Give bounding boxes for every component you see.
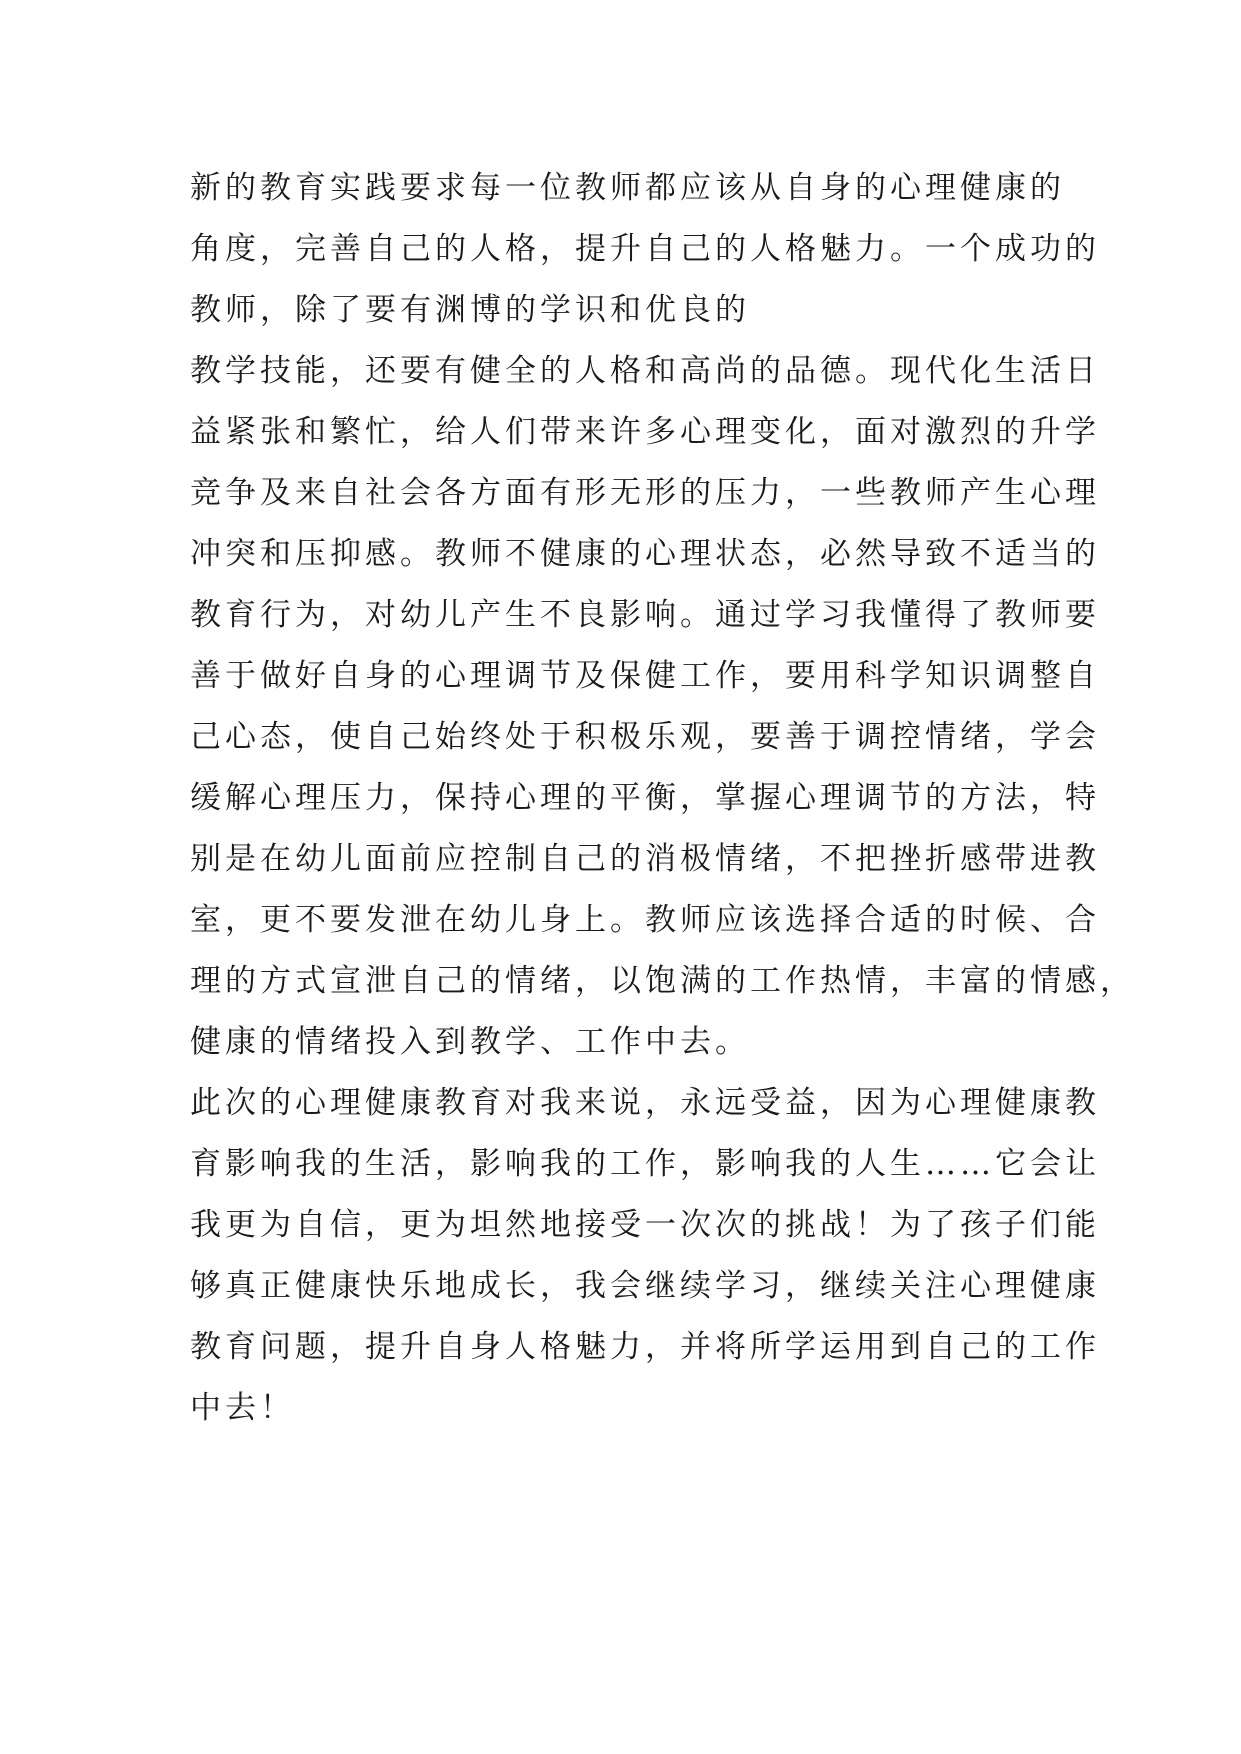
text-line: 室，更不要发泄在幼儿身上。教师应该选择合适的时候、合: [190, 902, 1100, 938]
text-line: 别是在幼儿面前应控制自己的消极情绪，不把挫折感带进教: [190, 841, 1100, 877]
text-line: 己心态，使自己始终处于积极乐观，要善于调控情绪，学会: [190, 719, 1100, 755]
text-line: 此次的心理健康教育对我来说，永远受益，因为心理健康教: [190, 1085, 1100, 1121]
text-line: 教学技能，还要有健全的人格和高尚的品德。现代化生活日: [190, 353, 1100, 389]
text-line: 善于做好自身的心理调节及保健工作，要用科学知识调整自: [190, 658, 1100, 694]
text-line: 冲突和压抑感。教师不健康的心理状态，必然导致不适当的: [190, 536, 1100, 572]
document-body: [190, 158, 1135, 1439]
text-line: 益紧张和繁忙，给人们带来许多心理变化，面对激烈的升学: [190, 414, 1100, 450]
text-line: 竞争及来自社会各方面有形无形的压力，一些教师产生心理: [190, 475, 1100, 511]
text-line: 够真正健康快乐地成长，我会继续学习，继续关注心理健康: [190, 1268, 1100, 1304]
text-line: 我更为自信，更为坦然地接受一次次的挑战！为了孩子们能: [190, 1207, 1100, 1243]
text-line: 健康的情绪投入到教学、工作中去。: [190, 1024, 750, 1060]
text-line: 中去！: [190, 1390, 295, 1426]
text-line: 理的方式宣泄自己的情绪，以饱满的工作热情，丰富的情感，: [190, 963, 1135, 999]
text-line: 教师，除了要有渊博的学识和优良的: [190, 292, 750, 328]
text-line: 教育行为，对幼儿产生不良影响。通过学习我懂得了教师要: [190, 597, 1100, 633]
text-line: 教育问题，提升自身人格魅力，并将所学运用到自己的工作: [190, 1329, 1100, 1365]
text-line: 新的教育实践要求每一位教师都应该从自身的心理健康的: [190, 170, 1065, 206]
text-line: 缓解心理压力，保持心理的平衡，掌握心理调节的方法，特: [190, 780, 1100, 816]
text-line: 育影响我的生活，影响我的工作，影响我的人生……它会让: [190, 1146, 1100, 1182]
text-line: 角度，完善自己的人格，提升自己的人格魅力。一个成功的: [190, 231, 1100, 267]
